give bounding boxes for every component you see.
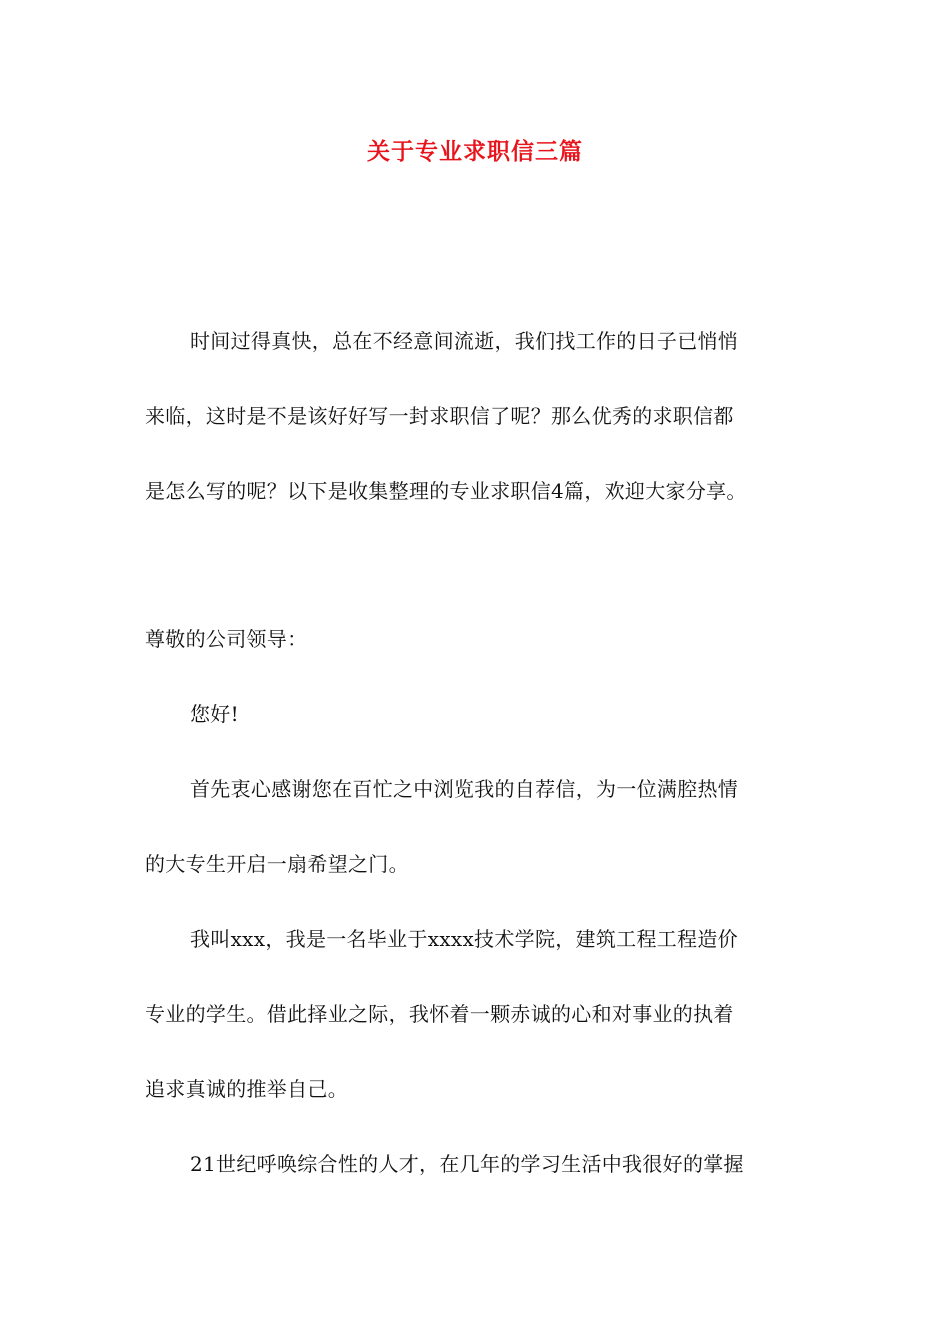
paragraph-line: 追求真诚的推举自己。 [145, 1077, 348, 1101]
greeting: 您好! [190, 702, 239, 726]
paragraph-line: 的大专生开启一扇希望之门。 [145, 852, 409, 876]
paragraph-line: 时间过得真快，总在不经意间流逝，我们找工作的日子已悄悄 [190, 329, 739, 353]
paragraph-line: 我叫xxx，我是一名毕业于xxxx技术学院，建筑工程工程造价 [190, 927, 738, 951]
paragraph-line: 专业的学生。借此择业之际，我怀着一颗赤诚的心和对事业的执着 [145, 1002, 734, 1026]
paragraph-line: 首先衷心感谢您在百忙之中浏览我的自荐信，为一位满腔热情 [190, 777, 739, 801]
paragraph-line: 来临，这时是不是该好好写一封求职信了呢？那么优秀的求职信都 [145, 404, 734, 428]
paragraph-line: 是怎么写的呢？以下是收集整理的专业求职信4篇，欢迎大家分享。 [145, 479, 747, 503]
salutation: 尊敬的公司领导： [145, 627, 308, 651]
document-title: 关于专业求职信三篇 [367, 139, 583, 165]
paragraph-line: 21世纪呼唤综合性的人才，在几年的学习生活中我很好的掌握 [190, 1152, 744, 1176]
